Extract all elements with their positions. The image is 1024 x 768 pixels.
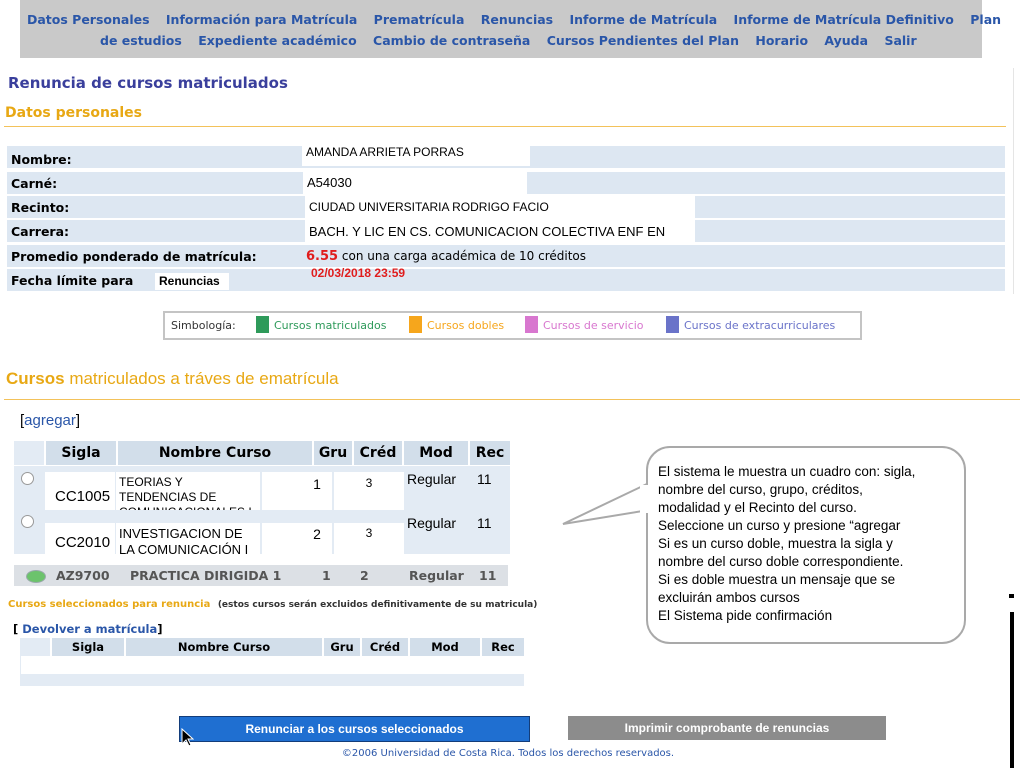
cursos-heading-rest: matriculados a tráves de ematrícula xyxy=(69,369,339,388)
legend-dobles: Cursos dobles xyxy=(427,319,505,332)
promedio-carga: con una carga académica de 10 créditos xyxy=(341,249,586,263)
header-creditos: Créd xyxy=(354,441,402,465)
nav-salir[interactable]: Salir xyxy=(884,33,917,48)
callout-line: El Sistema pide confirmación xyxy=(658,608,833,623)
header2-nombre: Nombre Curso xyxy=(126,638,322,656)
promedio-value xyxy=(306,249,586,264)
seleccionados-note: (estos cursos serán excluidos definitivamente de su matricula) xyxy=(217,600,538,610)
legend xyxy=(163,311,862,340)
header-select xyxy=(14,441,44,465)
recinto-label: Recinto: xyxy=(11,200,70,215)
nav-cambio-contrasena[interactable]: Cambio de contraseña xyxy=(373,33,531,48)
legend-title: Simbología: xyxy=(171,319,236,332)
header-mod: Mod xyxy=(404,441,468,465)
nav-plan-estudios[interactable]: Plan xyxy=(970,12,1002,27)
row-nombre: INVESTIGACION DE LA COMUNICACIÓN I xyxy=(116,523,260,559)
carne-value: A54030 xyxy=(303,172,527,194)
section-personal-heading: Datos personales xyxy=(5,105,142,121)
row-nombre: TEORIAS Y TENDENCIAS DE xyxy=(116,472,260,522)
fecha-label: Fecha límite para xyxy=(11,273,134,288)
nav-expediente[interactable]: Expediente académico xyxy=(198,33,357,48)
bubble-tail-cover xyxy=(640,485,652,513)
renunciar-button[interactable]: Renunciar a los cursos seleccionados xyxy=(179,716,530,742)
row-radio[interactable] xyxy=(21,472,34,485)
edge-bar xyxy=(1010,612,1014,768)
nav-cursos-pendientes[interactable]: Cursos Pendientes del Plan xyxy=(546,33,739,48)
carrera-label: Carrera: xyxy=(11,224,70,239)
callout-line: nombre del curso doble correspondiente. xyxy=(658,554,904,569)
callout-line: modalidad y el Recinto del curso. xyxy=(658,500,857,515)
agregar-link[interactable]: agregar xyxy=(24,412,76,429)
nav-informe-definitivo[interactable]: Informe de Matrícula Definitivo xyxy=(733,12,954,27)
divider xyxy=(4,126,1006,127)
agregar-wrapper: [agregar] xyxy=(20,412,81,429)
callout-text xyxy=(658,463,958,625)
row-creditos: 3 xyxy=(334,472,404,522)
nav-renuncias[interactable]: Renuncias xyxy=(480,12,554,27)
callout-line: Si es un curso doble, muestra la sigla y xyxy=(658,536,893,551)
nav-prematricula[interactable]: Prematrícula xyxy=(373,12,465,27)
nav-row-1 xyxy=(27,12,1002,27)
fecha-value: 02/03/2018 23:59 xyxy=(311,266,406,280)
row-sigla: AZ9700 xyxy=(56,568,110,583)
legend-swatch-servicio xyxy=(525,316,538,333)
header2-rec: Rec xyxy=(482,638,524,656)
legend-swatch-extracurriculares xyxy=(666,316,679,333)
nav-plan-estudios-cont[interactable]: de estudios xyxy=(100,33,182,48)
header2-sigla: Sigla xyxy=(52,638,124,656)
promedio-number: 6.55 xyxy=(306,249,339,264)
recinto-value: CIUDAD UNIVERSITARIA RODRIGO FACIO xyxy=(305,196,695,218)
legend-matriculados: Cursos matriculados xyxy=(274,319,387,332)
row-mod: Regular xyxy=(407,471,457,487)
cursos-heading-bold: Cursos xyxy=(6,369,65,388)
devolver-link[interactable]: Devolver a matrícula xyxy=(22,622,158,636)
legend-swatch-dobles xyxy=(409,316,422,333)
callout-line: Seleccione un curso y presione “agregar xyxy=(658,518,901,533)
row-mod: Regular xyxy=(409,568,464,583)
legend-swatch-matriculados xyxy=(256,316,269,333)
empty-row xyxy=(20,674,524,686)
header-rec: Rec xyxy=(470,441,510,465)
legend-extracurriculares: Cursos de extracurriculares xyxy=(684,319,836,332)
top-navigation xyxy=(20,0,1002,58)
fecha-label-renuncias: Renuncias xyxy=(155,273,229,290)
header2-creditos: Créd xyxy=(362,638,408,656)
nav-informe-matricula[interactable]: Informe de Matrícula xyxy=(569,12,718,27)
header-grupo: Gru xyxy=(314,441,352,465)
header2-grupo: Gru xyxy=(324,638,360,656)
empty-row xyxy=(20,656,525,674)
imprimir-button[interactable]: Imprimir comprobante de renuncias xyxy=(568,716,886,740)
legend-servicio: Cursos de servicio xyxy=(543,319,644,332)
callout-line: excluirán ambos cursos xyxy=(658,590,800,605)
callout-line: Si es doble muestra un mensaje que se xyxy=(658,572,896,587)
nav-ayuda[interactable]: Ayuda xyxy=(824,33,869,48)
carne-label: Carné: xyxy=(11,176,58,191)
row-creditos: 3 xyxy=(334,523,404,559)
row-rec: 11 xyxy=(479,568,497,583)
row-nombre: PRACTICA DIRIGIDA 1 xyxy=(130,568,282,583)
footer-copyright: ©2006 Universidad de Costa Rica. Todos los derechos reservados. xyxy=(341,748,675,759)
row-radio[interactable] xyxy=(21,515,34,528)
row-sigla: CC1005 xyxy=(45,472,115,522)
row-mod: Regular xyxy=(407,515,457,531)
nombre-value: AMANDA ARRIETA PORRAS xyxy=(302,142,530,166)
header-sigla: Sigla xyxy=(46,441,116,465)
seleccionados-title xyxy=(8,599,537,610)
nav-row-2 xyxy=(100,33,1024,48)
nav-horario[interactable]: Horario xyxy=(755,33,809,48)
row-rec: 11 xyxy=(477,515,492,531)
promedio-label: Promedio ponderado de matrícula: xyxy=(11,249,257,264)
row-grupo: 2 xyxy=(262,523,332,559)
nombre-label: Nombre: xyxy=(11,152,72,167)
callout-line: El sistema le muestra un cuadro con: sigla, xyxy=(658,464,916,479)
devolver-wrapper: [ Devolver a matrícula] xyxy=(13,622,163,636)
page-title: Renuncia de cursos matriculados xyxy=(8,74,288,92)
row-sigla: CC2010 xyxy=(45,523,115,559)
cursos-heading xyxy=(6,369,339,389)
row-creditos: 2 xyxy=(360,568,369,583)
edge-mark xyxy=(1009,594,1014,598)
carrera-value: BACH. Y LIC EN CS. COMUNICACION COLECTIVA ENF EN xyxy=(305,220,695,244)
divider xyxy=(4,399,1020,400)
nav-informacion-matricula[interactable]: Información para Matrícula xyxy=(165,12,358,27)
row-rec: 11 xyxy=(477,471,492,487)
row-grupo: 1 xyxy=(262,472,332,522)
row-radio-selected[interactable] xyxy=(26,570,46,583)
mouse-cursor-icon xyxy=(180,728,194,748)
seleccionados-heading: Cursos seleccionados para renuncia xyxy=(8,599,211,610)
row-grupo: 1 xyxy=(322,568,331,583)
nav-datos-personales[interactable]: Datos Personales xyxy=(27,12,150,27)
callout-line: nombre del curso, grupo, créditos, xyxy=(658,482,863,497)
header2-mod: Mod xyxy=(410,638,480,656)
header-nombre: Nombre Curso xyxy=(118,441,312,465)
header2-select xyxy=(20,638,50,656)
